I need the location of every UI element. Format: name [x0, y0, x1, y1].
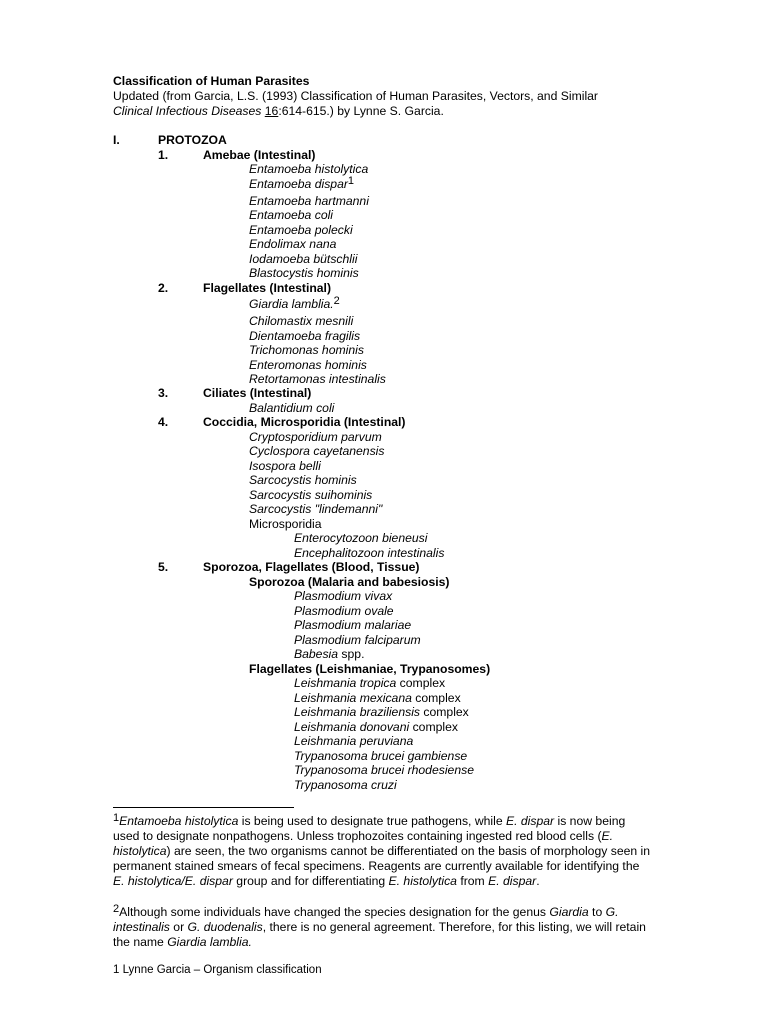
fn-text: is now being used to designate nonpathogens. Unless trophozoites containing ingested red blood cells ( — [113, 814, 626, 843]
complex-suffix: complex — [411, 691, 461, 705]
fn-text: E. histolytica/E. dispar — [113, 874, 233, 888]
fn-text: , there is no general agreement. Therefore, for this listing, we will retain the name — [113, 920, 646, 949]
subgroup-label: Microsporidia — [249, 517, 322, 531]
fn-text: E. histolytica — [113, 829, 614, 858]
footnote-mark: 1 — [347, 175, 355, 187]
fn-text: is being used to designate true pathogens, while — [238, 814, 506, 828]
subgroup-title: Flagellates (Leishmaniae, Trypanosomes) — [249, 662, 491, 676]
organism: Balantidium coli — [249, 401, 335, 415]
organism: Isospora belli — [249, 459, 321, 473]
page-footer: 1 Lynne Garcia – Organism classification — [113, 964, 322, 976]
citation-line-1: Updated (from Garcia, L.S. (1993) Classification of Human Parasites, Vectors, and Similar — [113, 89, 598, 103]
fn-text: E. dispar — [506, 814, 555, 828]
organism: Leishmania mexicana — [294, 691, 412, 705]
organism: Chilomastix mesnili — [249, 314, 354, 328]
organism: Giardia lamblia. — [249, 297, 334, 311]
section-numeral: I. — [113, 133, 120, 147]
fn-text: G. intestinalis — [113, 905, 619, 934]
organism: Plasmodium falciparum — [294, 633, 421, 647]
citation-journal: Clinical Infectious Diseases — [113, 104, 262, 118]
organism: Leishmania donovani — [294, 720, 410, 734]
organism: Trypanosoma brucei gambiense — [294, 749, 468, 763]
fn-text: ) are seen, the two organisms cannot be differentiated on the basis of morphology seen in permanent stained smears of fecal specimens. Reagents are currently available for identifying the — [113, 844, 651, 873]
document-title: Classification of Human Parasites — [113, 74, 310, 88]
organism-complex — [294, 676, 445, 690]
organism: Dientamoeba fragilis — [249, 329, 361, 343]
organism-spp — [294, 647, 364, 661]
complex-suffix: complex — [420, 705, 469, 719]
fn-text: group and for differentiating — [232, 874, 389, 888]
organism: Sarcocystis suihominis — [249, 488, 373, 502]
footnote-2 — [113, 905, 653, 950]
organism: Cryptosporidium parvum — [249, 430, 382, 444]
spp-suffix: spp. — [338, 647, 365, 661]
fn-text: Although some individuals have changed the species designation for the genus — [119, 905, 550, 919]
organism: Entamoeba coli — [249, 208, 334, 222]
organism: Entamoeba polecki — [249, 223, 353, 237]
group-title: Sporozoa, Flagellates (Blood, Tissue) — [203, 560, 420, 574]
organism: Cyclospora cayetanensis — [249, 444, 385, 458]
organism-complex — [294, 720, 458, 734]
organism: Endolimax nana — [249, 237, 337, 251]
organism: Retortamonas intestinalis — [249, 372, 386, 386]
organism: Plasmodium malariae — [294, 618, 412, 632]
group-number: 2. — [158, 281, 169, 295]
organism: Trichomonas hominis — [249, 343, 364, 357]
organism: Enteromonas hominis — [249, 358, 367, 372]
group-title: Amebae (Intestinal) — [203, 148, 316, 162]
fn-text: Giardia lamblia. — [167, 935, 252, 949]
fn-text: from — [456, 874, 489, 888]
organism: Trypanosoma brucei rhodesiense — [294, 763, 474, 777]
organism: Blastocystis hominis — [249, 266, 359, 280]
fn-text: E. dispar — [488, 874, 537, 888]
group-number: 3. — [158, 386, 169, 400]
fn-text: to — [588, 905, 606, 919]
organism: Entamoeba hartmanni — [249, 194, 369, 208]
organism: Sarcocystis "lindemanni" — [249, 502, 383, 516]
group-title: Ciliates (Intestinal) — [203, 386, 312, 400]
fn-text: Entamoeba histolytica — [119, 814, 239, 828]
organism-complex — [294, 705, 469, 719]
organism: Leishmania peruviana — [294, 734, 414, 748]
group-title: Flagellates (Intestinal) — [203, 281, 331, 295]
footnote-mark: 1 — [113, 812, 120, 824]
organism: Entamoeba dispar — [249, 177, 348, 191]
genus: Babesia — [294, 647, 339, 661]
fn-text: . — [536, 874, 540, 888]
organism: Trypanosoma cruzi — [294, 778, 397, 792]
citation-volume: 16 — [264, 104, 279, 118]
organism-complex — [294, 691, 461, 705]
citation-post: :614-615.) by Lynne S. Garcia. — [278, 104, 444, 118]
fn-text: or — [169, 920, 188, 934]
organism-with-footnote — [249, 297, 340, 311]
complex-suffix: complex — [409, 720, 458, 734]
group-title: Coccidia, Microsporidia (Intestinal) — [203, 415, 406, 429]
group-number: 5. — [158, 560, 169, 574]
complex-suffix: complex — [396, 676, 446, 690]
fn-text: E. histolytica — [388, 874, 457, 888]
organism: Plasmodium vivax — [294, 589, 393, 603]
organism: Encephalitozoon intestinalis — [294, 546, 445, 560]
organism: Sarcocystis hominis — [249, 473, 357, 487]
organism: Leishmania tropica — [294, 676, 397, 690]
group-number: 1. — [158, 148, 169, 162]
footnote-1 — [113, 814, 653, 889]
organism: Leishmania braziliensis — [294, 705, 420, 719]
footnote-mark: 2 — [333, 295, 340, 307]
fn-text: Giardia — [549, 905, 589, 919]
fn-text: G. duodenalis — [187, 920, 263, 934]
group-number: 4. — [158, 415, 169, 429]
organism: Iodamoeba bütschlii — [249, 252, 358, 266]
organism: Entamoeba histolytica — [249, 162, 369, 176]
organism: Enterocytozoon bieneusi — [294, 531, 428, 545]
footnote-separator — [113, 807, 294, 808]
organism: Plasmodium ovale — [294, 604, 394, 618]
subgroup-title: Sporozoa (Malaria and babesiosis) — [249, 575, 450, 589]
organism-with-footnote — [249, 177, 354, 191]
footnote-mark: 2 — [113, 903, 120, 915]
section-title: PROTOZOA — [158, 133, 227, 147]
citation-line-2 — [113, 104, 444, 118]
